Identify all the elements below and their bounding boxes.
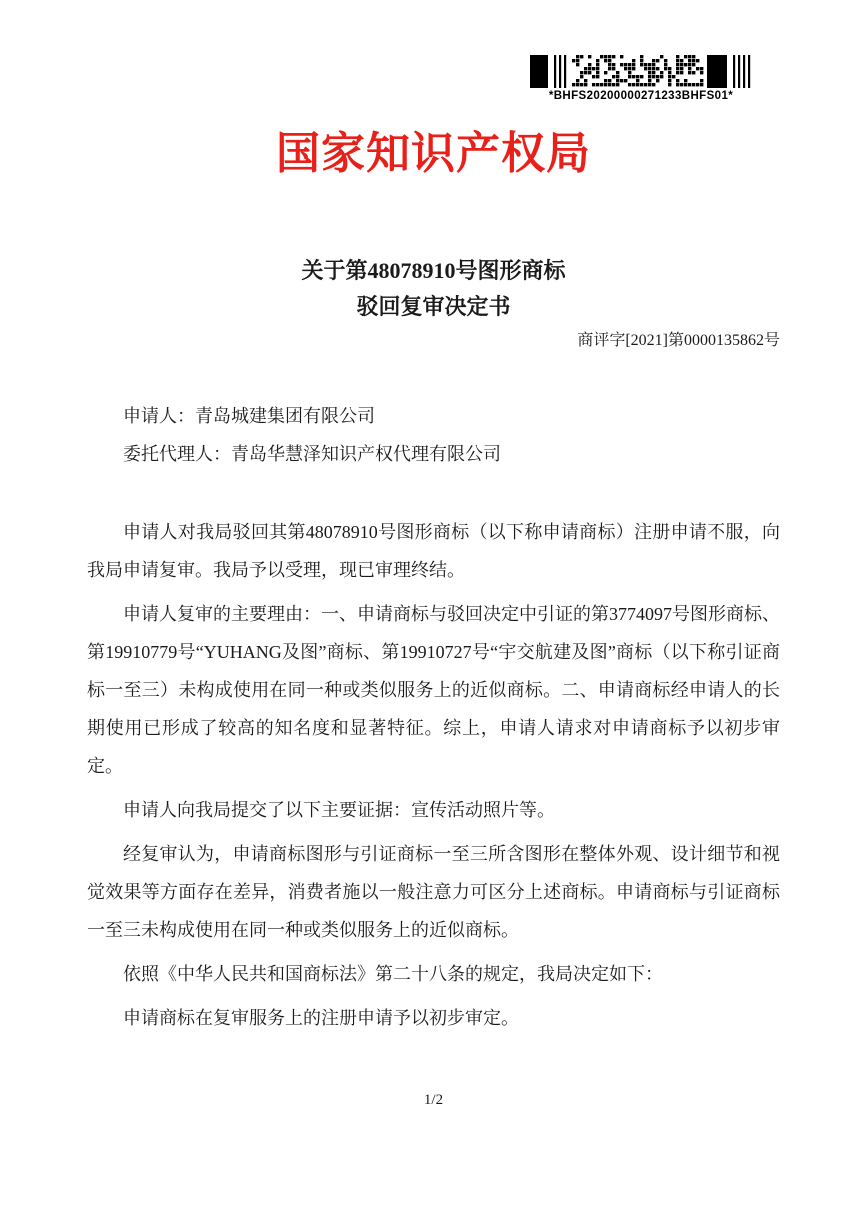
body-paragraph-6: 申请商标在复审服务上的注册申请予以初步审定。	[123, 1008, 519, 1028]
body-paragraph-2: 申请人复审的主要理由：一、申请商标与驳回决定中引证的第3774097号图形商标、第19910779号“YUHANG及图”商标、第19910727号“宇交航建及图”商标（以下称引证商标一至三）未构成使用在同一种或类似服务上的近似商标。二、申请商标经申请人的长期使用已形成了较高的知名度和显著特征。综上，申请人请求对申请商标予以初步审定。	[87, 604, 780, 776]
barcode-icon	[530, 55, 752, 88]
body-paragraph-5: 依照《中华人民共和国商标法》第二十八条的规定，我局决定如下：	[123, 964, 663, 984]
document-title	[0, 253, 867, 325]
body-paragraph-4: 经复审认为，申请商标图形与引证商标一至三所含图形在整体外观、设计细节和视觉效果等方面存在差异，消费者施以一般注意力可区分上述商标。申请商标与引证商标一至三未构成使用在同一种或类似服务上的近似商标。	[87, 844, 780, 940]
document-title-line1: 关于第48078910号图形商标	[301, 258, 566, 283]
reference-number: 商评字[2021]第0000135862号	[577, 332, 780, 349]
body-paragraph-1: 申请人对我局驳回其第48078910号图形商标（以下称申请商标）注册申请不服，向我局申请复审。我局予以受理，现已审理终结。	[87, 522, 780, 580]
barcode-label: *BHFS20200000271233BHFS01*	[548, 90, 734, 102]
agency-title: 国家知识产权局	[276, 129, 591, 178]
document-title-line2: 驳回复审决定书	[356, 294, 511, 319]
applicant-line: 申请人：青岛城建集团有限公司	[123, 406, 375, 426]
body-paragraph-3: 申请人向我局提交了以下主要证据：宣传活动照片等。	[123, 800, 555, 820]
decision-body	[0, 513, 867, 1037]
barcode-block	[525, 55, 757, 102]
agent-line: 委托代理人：青岛华慧泽知识产权代理有限公司	[123, 444, 501, 464]
page-number: 1/2	[423, 1092, 444, 1108]
parties-block	[0, 397, 867, 473]
